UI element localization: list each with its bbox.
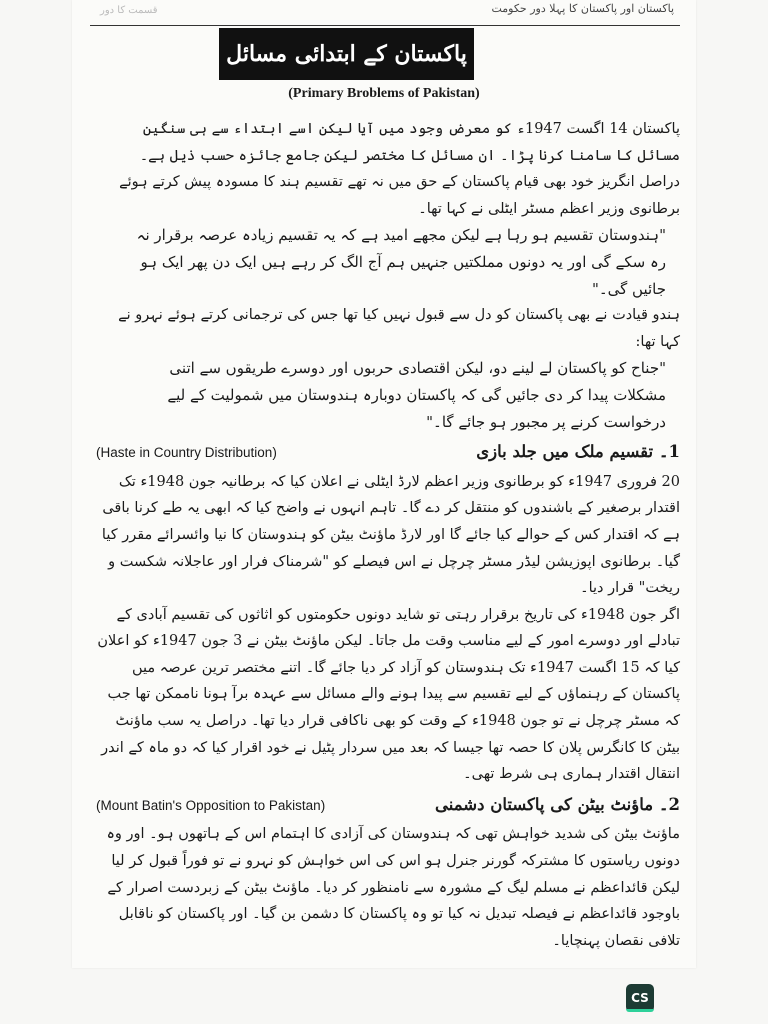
section-heading-2 [96,792,680,820]
quote-attlee: "ہندوستان تقسیم ہو رہا ہے لیکن مجھے امید ہے کہ یہ تقسیم زیادہ عرصہ برقرار نہ رہ سکے گی اور یہ دونوں مملکتیں جنہیں ہم آج الگ کر رہے ہیں ایک دن پھر ایک ہو جائیں گی۔" [136,226,666,298]
paragraph-june-1948: اگر جون 1948ء کی تاریخ برقرار رہتی تو شاید دونوں حکومتوں کو اثاثوں کی تقسیم آبادی کے تبادلے اور دوسرے امور کے لیے مناسب وقت مل جاتا۔ لیکن ماؤنٹ بیٹن نے 3 جون 1947ء کو اعلان کیا کہ 15 اگست 1947ء تک ہندوستان کو آزاد کر دیا جائے گا۔ اتنے مختصر ترین عرصہ میں پاکستان کے رہنماؤں کے لیے تقسیم سے پیدا ہونے والے مسائل سے عہدہ برآ ہونا ناممکن تھا جب کہ مسٹر چرچل نے تو جون 1948ء کے وقت کو بھی ناکافی قرار دیا تھا۔ دراصل یہ سب ماؤنٹ بیٹن کا کانگرس پلان کا حصہ تھا جیسا کہ بعد میں سردار پٹیل نے خود اقرار کیا کہ دو ماہ کے اندر انتقال اقتدار ہماری ہی شرط تھی۔ [97,606,680,783]
page-title: پاکستان کے ابتدائی مسائل [219,28,474,80]
faded-header-text: قسمت کا دور [100,5,158,16]
paragraph-intro: پاکستان 14 اگست 1947ء کو معرض وجود میں آیا لیکن اسے ابتداء سے ہی سنگین مسائل کا سامنا کرنا پڑا۔ ان مسائل کا مختصر لیکن جامع جائزہ حسب ذیل ہے۔ [139,121,680,164]
page-subtitle: (Primary Broblems of Pakistan) [288,86,480,101]
paragraph-hindu-leadership: ہندو قیادت نے بھی پاکستان کو دل سے قبول نہیں کیا تھا جس کی ترجمانی کرتے ہوئے نہرو نے کہا تھا: [118,307,680,350]
running-header [90,0,680,26]
paragraph-haste: 20 فروری 1947ء کو برطانوی وزیر اعظم لارڈ ایٹلی نے اعلان کیا کہ برطانیہ جون 1948ء تک اقتدار برصغیر کے باشندوں کو منتقل کر دے گا۔ تاہم انہوں نے واضح کیا کہ ابھی یہ طے کرنا باقی ہے کہ اقتدار کس کے حوالے کیا جائے گا اور لارڈ ماؤنٹ بیٹن کو ہندوستان کا نیا وائسرائے مقرر کیا گیا۔ برطانوی اپوزیشن لیڈر مسٹر چرچل نے اس فیصلے کو "شرمناک فرار اور عاجلانہ شکست و ریخت" قرار دیا۔ [101,473,680,597]
document-page [72,0,696,968]
running-header-title: پاکستان اور پاکستان کا پہلا دور حکومت [491,2,674,15]
section-heading-2-english: (Mount Batin's Opposition to Pakistan) [96,797,326,813]
quote-nehru: "جناح کو پاکستان لے لینے دو، لیکن اقتصادی حربوں اور دوسرے طریقوں سے اتنی مشکلات پیدا کر دی جائیں گی کہ پاکستان دوبارہ ہندوستان میں شمولیت کے لیے درخواست کرنے پر مجبور ہو جائے گا۔" [167,359,666,431]
scanner-app-badge[interactable]: CS [626,984,654,1012]
paragraph-mountbatten: ماؤنٹ بیٹن کی شدید خواہش تھی کہ ہندوستان کی آزادی کا اہتمام اس کے ہاتھوں ہو۔ اور وہ دونوں ریاستوں کا مشترکہ گورنر جنرل ہو اس کی اس خواہش کو نہرو نے تو فوراً قبول کر لیا لیکن قائداعظم نے مسلم لیگ کے مشورہ سے نامنظور کر دیا۔ ماؤنٹ بیٹن کے زبردست اصرار کے باوجود قائداعظم نے فیصلہ تبدیل نہ کیا تو وہ پاکستان کا دشمن بن گیا۔ اور پاکستان کو ناقابل تلافی نقصان پہنچایا۔ [106,826,680,949]
section-heading-2-urdu: 2۔ ماؤنٹ بیٹن کی پاکستان دشمنی [435,794,680,814]
section-heading-1-english: (Haste in Country Distribution) [96,445,277,461]
section-heading-1-urdu: 1۔ تقسیم ملک میں جلد بازی [476,442,680,462]
article-body [96,116,680,954]
paragraph-british: دراصل انگریز خود بھی قیام پاکستان کے حق میں نہ تھے تقسیم ہند کا مسودہ پیش کرتے ہوئے برطانوی وزیر اعظم مسٹر ایٹلی نے کہا تھا۔ [119,174,680,217]
section-heading-1 [96,439,680,467]
